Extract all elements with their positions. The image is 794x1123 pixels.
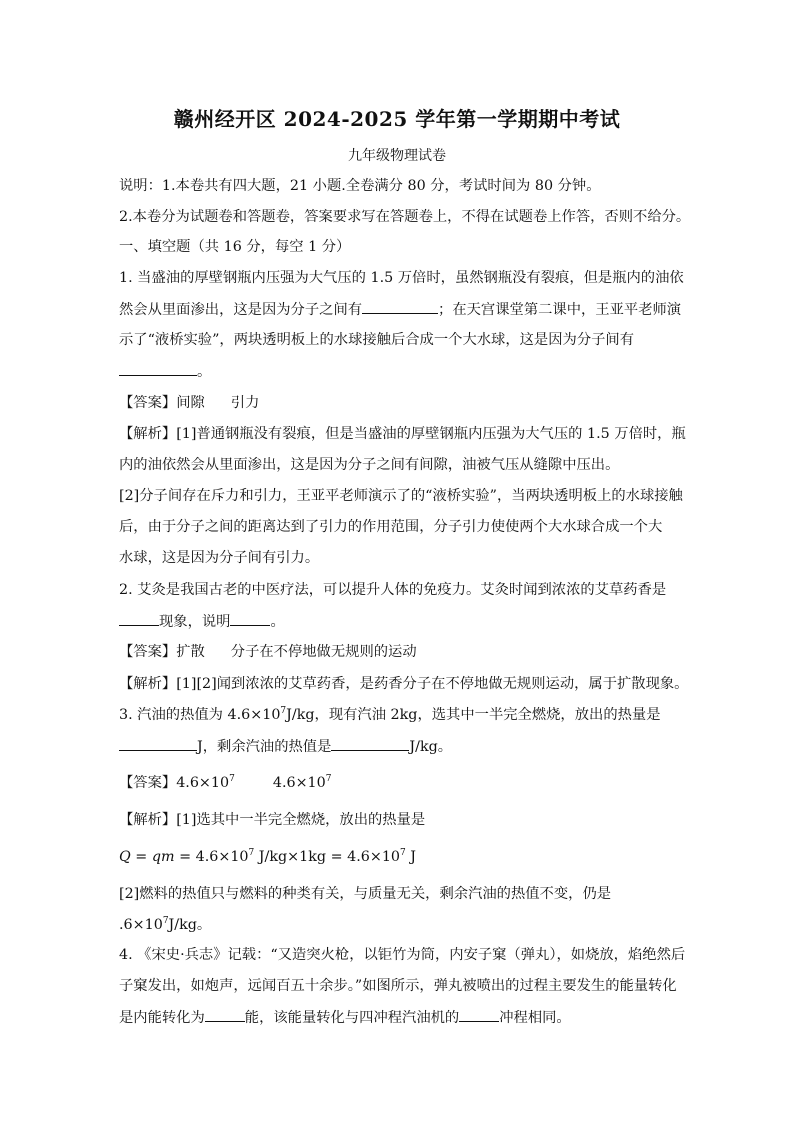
exam-subtitle: 九年级物理试卷 (348, 148, 446, 164)
formula-qm: qm (151, 849, 175, 865)
q1-analysis-text-1: [1]普通钢瓶没有裂痕，但是当盛油的厚壁钢瓶内压强为大气压的 1.5 万倍时，瓶 (176, 426, 686, 442)
q2-answer-1: 扩散 (176, 644, 205, 660)
q1-text-2b: ；在天宫课堂第二课中，王亚平老师演 (438, 302, 682, 318)
q1-analysis-3: [2]分子间存在斥力和引力，王亚平老师演示了的“液桥实验”，当两块透明板上的水球接触 (119, 488, 683, 504)
q2-blank-1 (119, 611, 159, 626)
q1-line-4 (119, 361, 211, 382)
exam-title: 赣州经开区 2024-2025 学年第一学期期中考试 (173, 107, 621, 131)
q4-line-2: 子窠发出，如炮声，远闻百五十余步。”如图所示，弹丸被喷出的过程主要发生的能量转化 (119, 978, 677, 994)
q2-line-1: 2. 艾灸是我国古老的中医疗法，可以提升人体的免疫力。艾灸时闻到浓浓的艾草药香是 (119, 582, 667, 598)
q2-text-2a: 现象，说明 (159, 614, 231, 630)
q3-answer-2-base: 4.6×10 (272, 775, 326, 791)
analysis-tag: 【解析】 (119, 426, 177, 442)
q4-blank-2 (459, 1007, 499, 1022)
q3-text-2b: J/kg。 (409, 739, 453, 755)
q3-answer-1 (176, 775, 235, 791)
formula-exp-1: 7 (248, 848, 255, 858)
q1-text-2a: 然会从里面渗出，这是因为分子之间有 (119, 302, 363, 318)
q1-answer-2: 引力 (230, 395, 260, 411)
q3-analysis-3b: J/kg。 (168, 917, 212, 933)
analysis-tag: 【解析】 (119, 812, 177, 828)
q3-answer-1-exp: 7 (229, 774, 235, 784)
q3-analysis-1 (119, 810, 425, 830)
q1-line-3: 示了“液桥实验”，两块透明板上的水球接触后合成一个大水球，这是因为分子间有 (119, 332, 635, 348)
section-heading: 一、填空题（共 16 分，每空 1 分） (119, 239, 351, 255)
q1-blank-2 (119, 361, 197, 376)
q2-line-2 (119, 611, 285, 632)
answer-tag: 【答案】 (119, 395, 177, 411)
q4-blank-1 (205, 1007, 245, 1022)
q3-text-2a: J，剩余汽油的热值是 (197, 739, 332, 755)
q3-answer (119, 773, 332, 793)
q1-analysis-2: 内的油依然会从里面渗出，这是因为分子之间有间隙，油被气压从缝隙中压出。 (119, 457, 620, 473)
answer-tag: 【答案】 (119, 775, 177, 791)
q3-answer-1-base: 4.6×10 (176, 775, 230, 791)
q1-analysis-5: 水球，这是因为分子间有引力。 (119, 550, 320, 566)
q3-analysis-3-exp: 7 (162, 916, 169, 926)
q3-line-1 (119, 705, 661, 725)
q4-text-3c: 冲程相同。 (499, 1010, 571, 1026)
q3-answer-2 (273, 775, 332, 791)
q4-text-3a: 是内能转化为 (119, 1010, 205, 1026)
q3-text-1a: 3. 汽油的热值为 4.6×10 (119, 707, 281, 723)
q2-answer-2: 分子在不停地做无规则的运动 (230, 644, 417, 660)
analysis-tag: 【解析】 (119, 676, 177, 692)
q3-analysis-text-1: [1]选其中一半完全燃烧，放出的热量是 (176, 812, 426, 828)
instruction-1: 说明：1.本卷共有四大题，21 小题.全卷满分 80 分，考试时间为 80 分钟。 (119, 178, 601, 194)
q1-analysis-4: 后，由于分子之间的距离达到了引力的作用范围，分子引力使使两个大水球合成一个大 (119, 519, 663, 535)
q1-answer (119, 393, 259, 413)
q3-blank-1 (119, 736, 197, 751)
q3-analysis-3a: .6×10 (119, 917, 163, 933)
q1-text-4b: 。 (197, 364, 212, 380)
q3-line-2 (119, 736, 452, 757)
q3-answer-2-exp: 7 (325, 774, 332, 784)
formula-eq: = (130, 849, 152, 865)
q1-analysis-1 (119, 424, 686, 444)
q3-formula (119, 847, 416, 867)
q1-answer-1: 间隙 (176, 395, 205, 411)
q2-analysis-1 (119, 674, 688, 694)
q2-blank-2 (230, 611, 270, 626)
q3-analysis-3 (119, 915, 211, 935)
q1-line-2 (119, 299, 681, 320)
formula-unit: J (405, 849, 417, 865)
q2-analysis-text-1: [1][2]闻到浓浓的艾草药香，是药香分子在不停地做无规则运动，属于扩散现象。 (176, 676, 689, 692)
q1-line-1: 1. 当盛油的厚壁钢瓶内压强为大气压的 1.5 万倍时，虽然钢瓶没有裂痕，但是瓶内的油依 (119, 270, 684, 286)
q4-line-1: 4. 《宋史·兵志》记载：“又造突火枪，以钜竹为筒，内安子窠（弹丸），如烧放，焰绝然后 (119, 947, 686, 963)
q2-text-2b: 。 (270, 614, 285, 630)
formula-q: Q (119, 849, 131, 865)
answer-tag: 【答案】 (119, 644, 177, 660)
q2-answer (119, 642, 417, 662)
q1-blank-1 (362, 299, 438, 314)
q3-blank-2 (331, 736, 409, 751)
formula-mid: = 4.6×10 (174, 849, 249, 865)
q3-text-1b: J/kg，现有汽油 2kg，选其中一半完全燃烧，放出的热量是 (286, 707, 661, 723)
q3-exponent: 7 (280, 706, 287, 716)
instruction-2: 2.本卷分为试题卷和答题卷，答案要求写在答题卷上，不得在试题卷上作答，否则不给分。 (119, 209, 691, 225)
formula-exp-2: 7 (400, 848, 406, 858)
q3-analysis-2: [2]燃料的热值只与燃料的种类有关，与质量无关，剩余汽油的热值不变，仍是 (119, 886, 612, 902)
q4-line-3 (119, 1007, 571, 1028)
formula-rest: J/kg×1kg = 4.6×10 (254, 849, 401, 865)
q4-text-3b: 能，该能量转化与四冲程汽油机的 (244, 1010, 460, 1026)
